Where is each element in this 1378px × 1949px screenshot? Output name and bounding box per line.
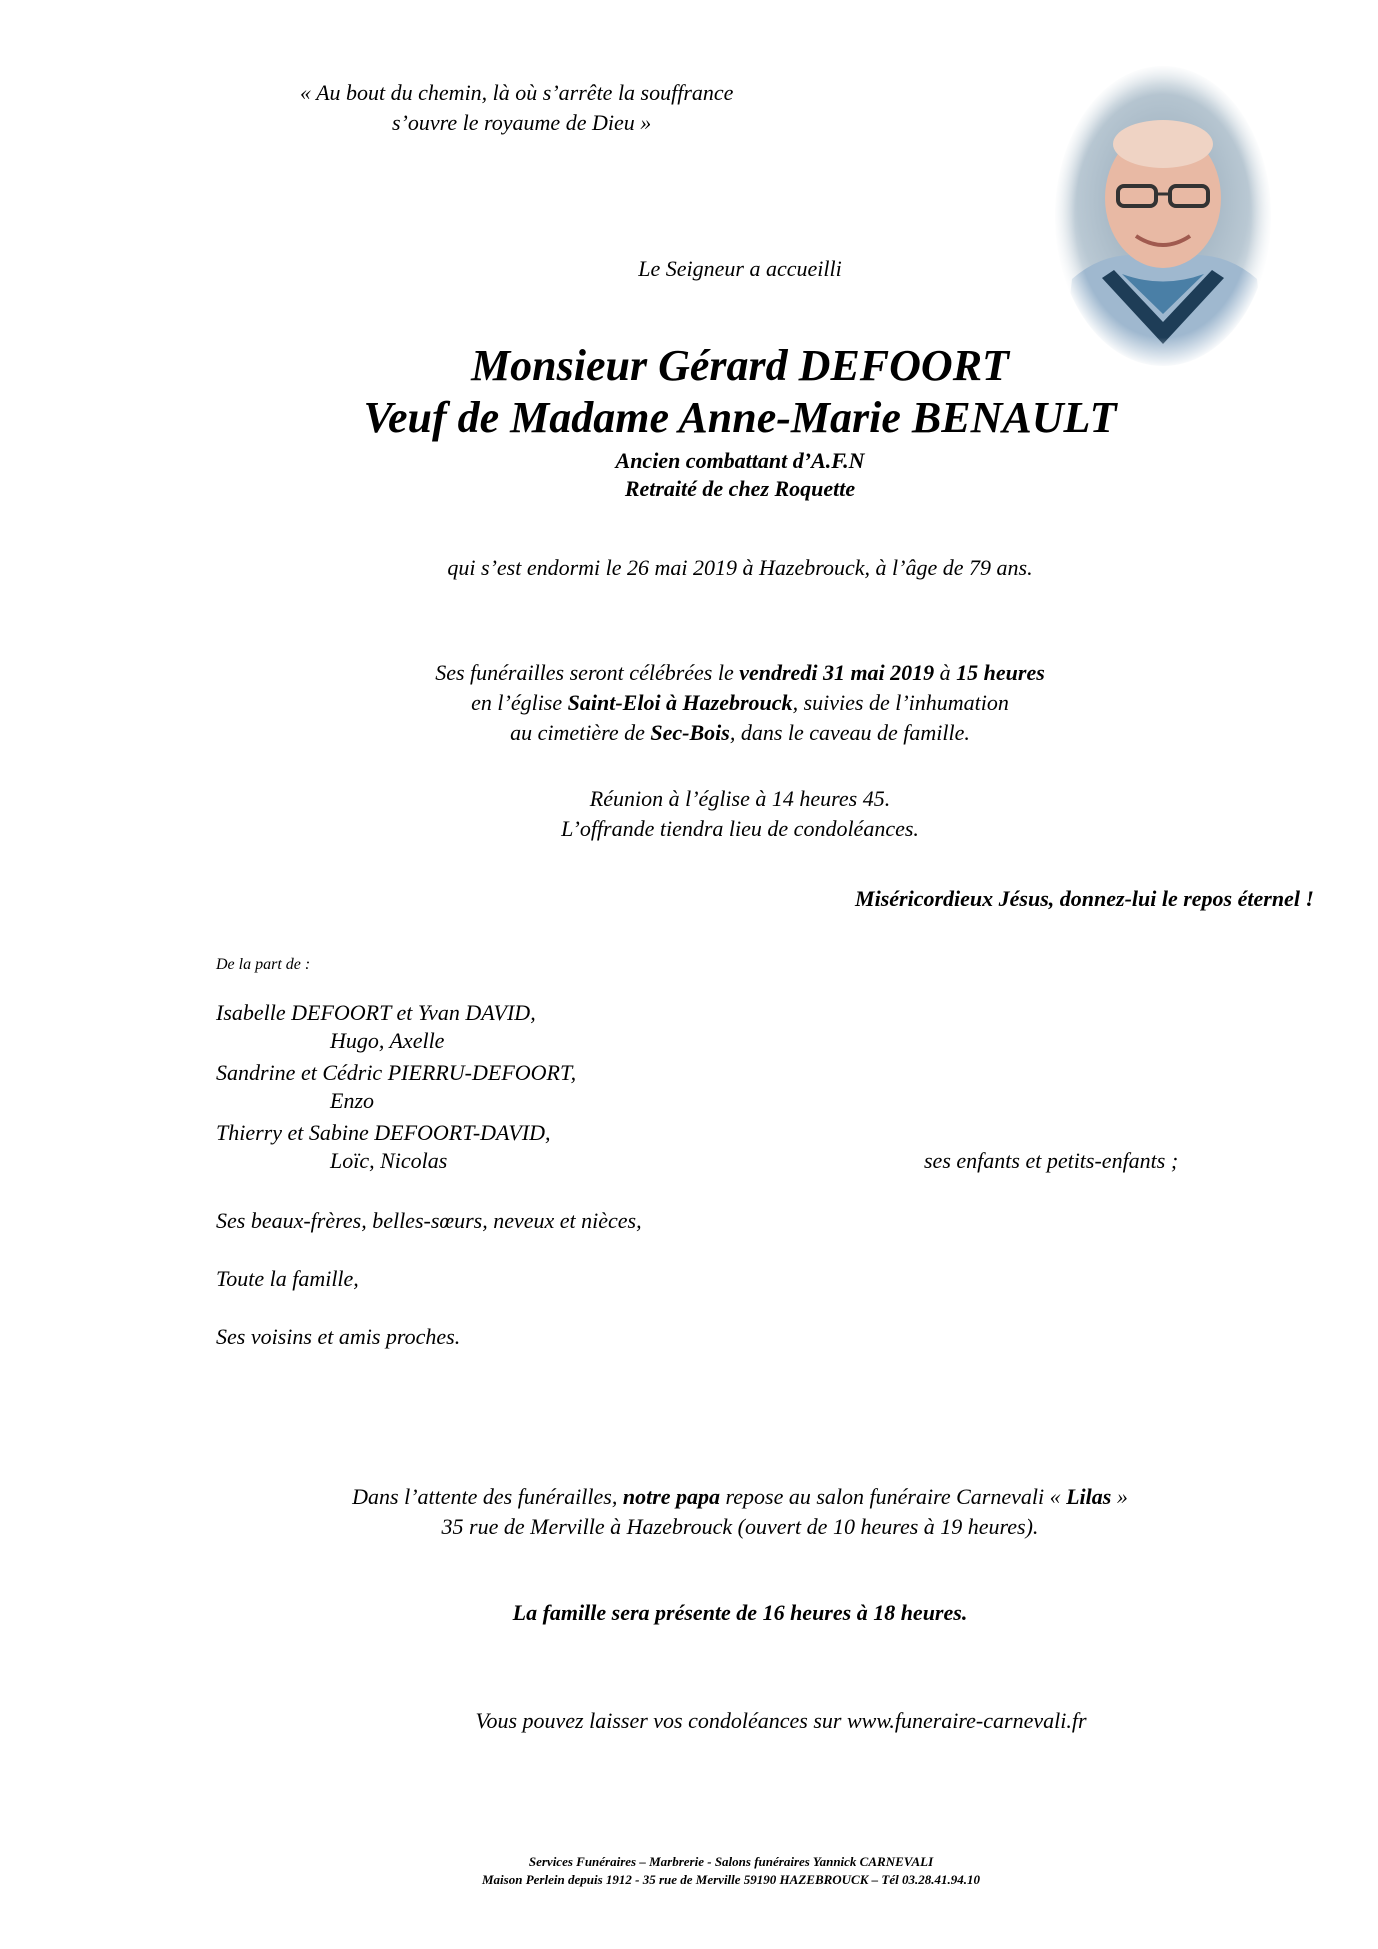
repose-salon-name: Lilas (1066, 1484, 1112, 1509)
funeral-text: , dans le caveau de famille. (729, 720, 970, 745)
family-member-3-children: Loïc, Nicolas (330, 1148, 448, 1173)
footer-line-1: Services Funéraires – Marbrerie - Salons funéraires Yannick CARNEVALI (528, 1854, 934, 1869)
repose-line-1 (0, 1482, 1378, 1512)
family-member-1: Isabelle DEFOORT et Yvan DAVID, (216, 1000, 536, 1025)
epigraph-quote (300, 78, 860, 138)
funeral-date: vendredi 31 mai 2019 (739, 660, 935, 685)
deceased-spouse: Veuf de Madame Anne-Marie BENAULT (363, 393, 1117, 442)
funeral-time: 15 heures (956, 660, 1045, 685)
repose-text: » (1111, 1484, 1128, 1509)
funeral-text: , suivies de l’inhumation (792, 690, 1009, 715)
family-inlaws: Ses beaux-frères, belles-sœurs, neveux et nièces, (216, 1208, 642, 1233)
quote-line-2: s’ouvre le royaume de Dieu » (392, 110, 652, 135)
children-relation-label: ses enfants et petits-enfants ; (924, 1148, 1179, 1173)
family-member-2-children: Enzo (330, 1088, 374, 1113)
footer-line-2: Maison Perlein depuis 1912 - 35 rue de Merville 59190 HAZEBROUCK – Tél 03.28.41.94.10 (482, 1872, 980, 1887)
family-neighbours: Ses voisins et amis proches. (216, 1324, 461, 1349)
intro-line: Le Seigneur a accueilli (638, 256, 842, 281)
family-member-2: Sandrine et Cédric PIERRU-DEFOORT, (216, 1060, 577, 1085)
family-member-1-children: Hugo, Axelle (330, 1028, 445, 1053)
funeral-line-1 (0, 658, 1378, 688)
repose-info (0, 1482, 1378, 1542)
funeral-church: Saint-Eloi à Hazebrouck (567, 690, 793, 715)
funeral-text: à (934, 660, 957, 685)
death-notice: qui s’est endormi le 26 mai 2019 à Hazebrouck, à l’âge de 79 ans. (447, 555, 1033, 580)
deceased-name: Monsieur Gérard DEFOORT (471, 341, 1009, 390)
reunion-line: Réunion à l’église à 14 heures 45. (589, 786, 891, 811)
family-member-3: Thierry et Sabine DEFOORT-DAVID, (216, 1120, 551, 1145)
portrait-photo (1052, 64, 1274, 368)
condolences-line: Vous pouvez laisser vos condoléances sur www.funeraire-carnevali.fr (475, 1708, 1087, 1733)
funeral-text: au cimetière de (510, 720, 651, 745)
repose-text: Dans l’attente des funérailles, (352, 1484, 623, 1509)
repose-address: 35 rue de Merville à Hazebrouck (ouvert de 10 heures à 19 heures). (441, 1514, 1039, 1539)
funeral-cemetery: Sec-Bois (650, 720, 730, 745)
funeral-line-2 (0, 688, 1378, 718)
reunion-info (0, 784, 1378, 844)
funeral-text: en l’église (471, 690, 568, 715)
deceased-role-veteran: Ancien combattant d’A.F.N (615, 448, 865, 473)
funeral-text: Ses funérailles seront célébrées le (435, 660, 740, 685)
family-presence: La famille sera présente de 16 heures à 18 heures. (512, 1600, 968, 1625)
funeral-details (0, 658, 1378, 748)
family-whole: Toute la famille, (216, 1266, 359, 1291)
funeral-line-3 (0, 718, 1378, 748)
from-label: De la part de : (216, 956, 311, 973)
repose-text: repose au salon funéraire Carnevali « (720, 1484, 1067, 1509)
deceased-role-retired: Retraité de chez Roquette (624, 476, 856, 501)
offering-line: L’offrande tiendra lieu de condoléances. (561, 816, 919, 841)
repose-papa: notre papa (622, 1484, 721, 1509)
quote-line-1: « Au bout du chemin, là où s’arrête la souffrance (300, 80, 734, 105)
prayer-line: Miséricordieux Jésus, donnez-lui le repos éternel ! (855, 886, 1314, 911)
